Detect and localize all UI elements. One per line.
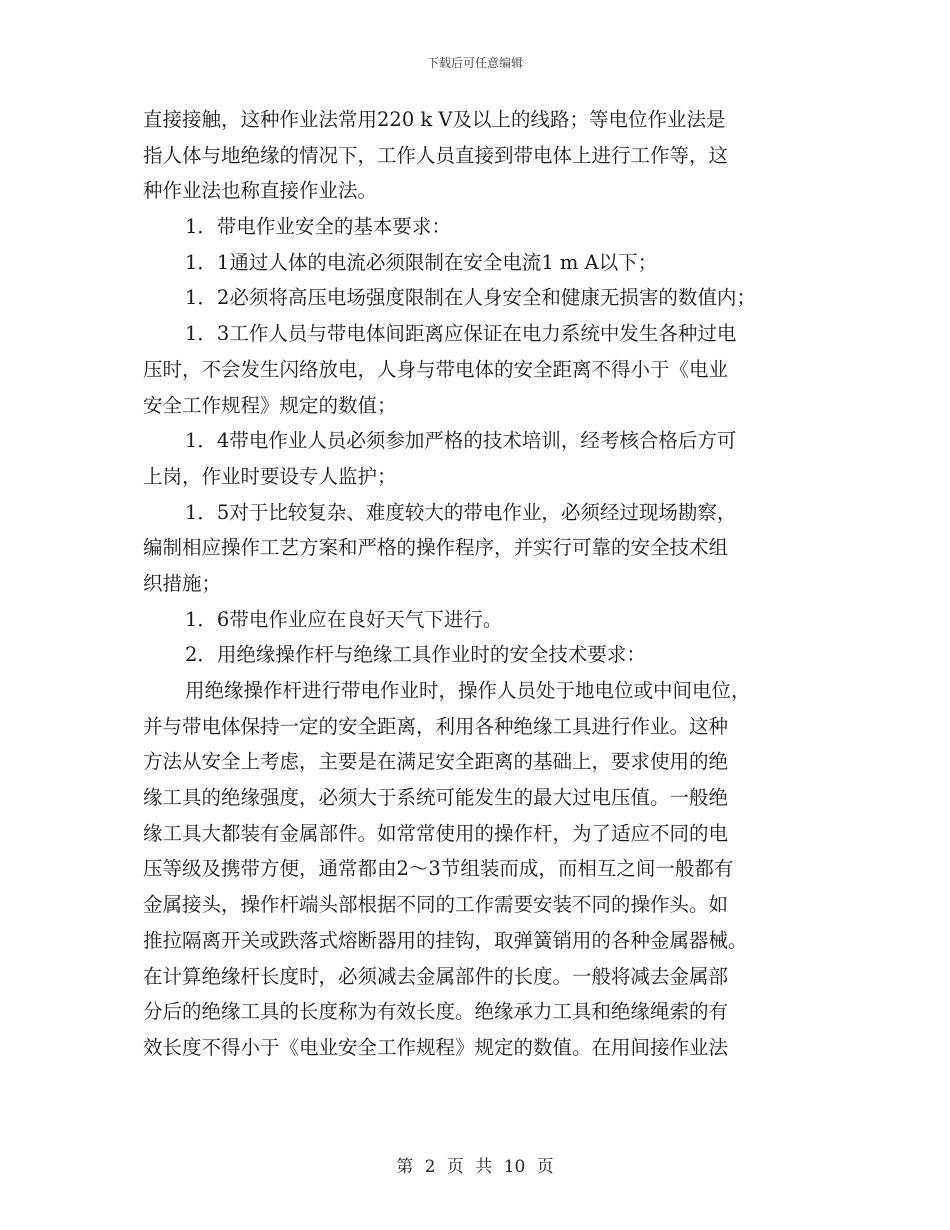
text-line: 分后的绝缘工具的长度称为有效长度。绝缘承力工具和绝缘绳索的有	[143, 1000, 729, 1024]
list-item: 1．5对于比较复杂、难度较大的带电作业，必须经过现场勘察，	[185, 500, 737, 524]
text-line: 金属接头，操作杆端头部根据不同的工作需要安装不同的操作头。如	[143, 893, 729, 917]
text-line: 推拉隔离开关或跌落式熔断器用的挂钩，取弹簧销用的各种金属器械。	[143, 928, 748, 952]
text-line: 压等级及携带方便，通常都由2～3节组装而成，而相互之间一般都有	[143, 857, 734, 881]
text-line: 安全工作规程》规定的数值；	[143, 393, 397, 417]
text-line: 指人体与地绝缘的情况下，工作人员直接到带电体上进行工作等，这	[143, 143, 729, 167]
text-line: 编制相应操作工艺方案和严格的操作程序，并实行可靠的安全技术组	[143, 536, 729, 560]
text-line: 织措施；	[143, 571, 222, 595]
text-line: 方法从安全上考虑，主要是在满足安全距离的基础上，要求使用的绝	[143, 750, 729, 774]
paragraph-start: 用绝缘操作杆进行带电作业时，操作人员处于地电位或中间电位，	[185, 679, 751, 702]
text-line: 缘工具大都装有金属部件。如常常使用的操作杆，为了适应不同的电	[143, 821, 729, 845]
list-item: 1．2必须将高压电场强度限制在人身安全和健康无损害的数值内；	[185, 286, 756, 310]
document-body	[143, 102, 813, 1066]
text-line: 种作业法也称直接作业法。	[143, 179, 378, 203]
text-line: 并与带电体保持一定的安全距离，利用各种绝缘工具进行作业。这种	[143, 714, 729, 738]
text-line: 在计算绝缘杆长度时，必须减去金属部件的长度。一般将减去金属部	[143, 964, 729, 988]
text-line: 上岗，作业时要设专人监护；	[143, 464, 397, 488]
section-heading: 1．带电作业安全的基本要求：	[185, 215, 451, 239]
list-item: 1．6带电作业应在良好天气下进行。	[185, 607, 503, 631]
section-heading: 2．用绝缘操作杆与绝缘工具作业时的安全技术要求：	[185, 643, 646, 667]
text-line: 压时，不会发生闪络放电，人身与带电体的安全距离不得小于《电业	[143, 357, 729, 381]
list-item: 1．4带电作业人员必须参加严格的技术培训，经考核合格后方可	[185, 429, 737, 453]
text-line: 缘工具的绝缘强度，必须大于系统可能发生的最大过电压值。一般绝	[143, 786, 729, 810]
page-number: 第 2 页 共 10 页	[396, 1157, 554, 1177]
list-item: 1．3工作人员与带电体间距离应保证在电力系统中发生各种过电	[185, 322, 737, 346]
text-line: 效长度不得小于《电业安全工作规程》规定的数值。在用间接作业法	[143, 1035, 729, 1059]
page-header: 下载后可任意编辑	[426, 56, 523, 70]
list-item: 1．1通过人体的电流必须限制在安全电流1 m A以下；	[185, 250, 658, 274]
text-line: 直接接触，这种作业法常用220 k V及以上的线路；等电位作业法是	[143, 108, 726, 131]
